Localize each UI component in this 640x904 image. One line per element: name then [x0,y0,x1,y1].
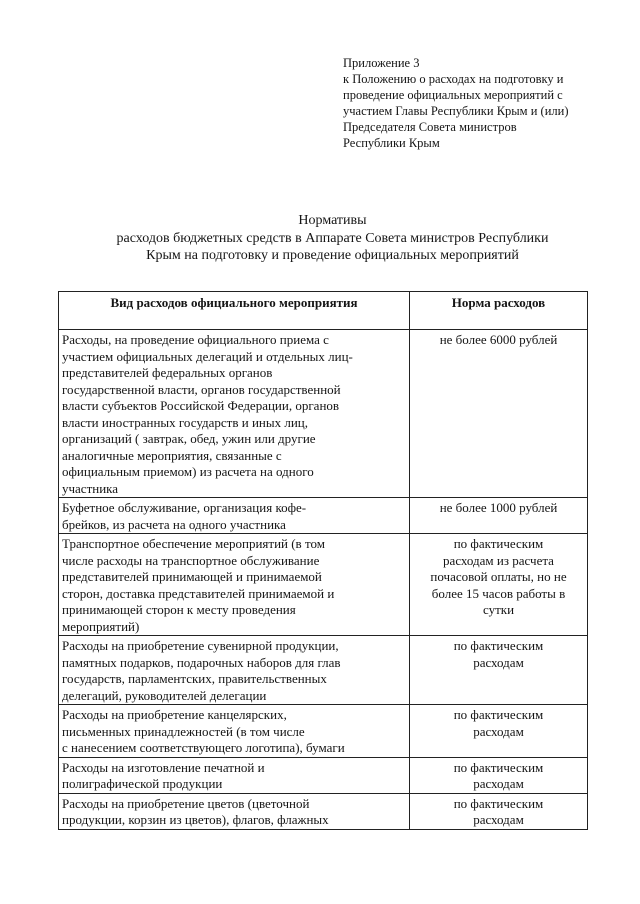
appendix-line: Приложение 3 [343,56,420,70]
cell-line: числе расходы на транспортное обслуживание [62,552,320,568]
expense-norm-cell [410,636,588,705]
cell-line: Расходы на приобретение цветов (цветочной [62,795,310,811]
table-row [59,636,588,705]
cell-line: власти субъектов Российской Федерации, органов [62,398,340,413]
title-line: расходов бюджетных средств в Аппарате Совета министров Республики [116,230,549,246]
cell-line: Расходы на приобретение сувенирной продукции, [62,638,339,653]
cell-line: по фактическим [453,707,544,722]
cell-line: памятных подарков, подарочных наборов для глав [62,654,341,670]
expense-norm-cell [410,757,588,793]
cell-line: расходам [473,776,524,791]
table-header-row [59,292,588,330]
cell-line: расходам [473,654,524,670]
cell-line: Буфетное обслуживание, организация кофе- [62,500,307,515]
expense-kind-cell [59,330,410,498]
cell-line: расходам [473,723,524,739]
table-row [59,757,588,793]
expense-kind-cell [59,705,410,758]
expense-kind-cell [59,793,410,829]
cell-line: государств, парламентских, правительственных [62,671,327,686]
expense-norm-cell [410,330,588,498]
expense-kind-cell [59,636,410,705]
title-line: Крым на подготовку и проведение официальных мероприятий [146,248,519,263]
expense-norm-cell [410,498,588,534]
document-title [40,212,625,265]
appendix-line: Республики Крым [343,136,440,150]
cell-line: более 15 часов работы в [431,585,566,601]
table-row [59,705,588,758]
cell-line: Транспортное обеспечение мероприятий (в том [62,536,325,551]
appendix-note [343,55,628,151]
cell-line: государственной власти, органов государственной [62,381,341,397]
cell-line: Расходы на приобретение канцелярских, [62,707,287,722]
cell-line: организаций ( завтрак, обед, ужин или другие [62,431,316,446]
cell-line: по фактическим [453,638,544,653]
expense-norm-cell [410,793,588,829]
cell-line: брейков, из расчета на одного участника [62,516,286,532]
cell-line: Расходы на изготовление печатной и [62,759,265,775]
table-body [59,330,588,830]
cell-line: письменных принадлежностей (в том числе [62,723,305,739]
cell-line: делегаций, руководителей делегации [62,687,267,703]
appendix-line: участием Главы Республики Крым и (или) [343,104,569,118]
expense-kind-cell [59,757,410,793]
table-row [59,330,588,498]
cell-line: расходам из расчета [443,552,554,568]
cell-line: расходам [473,812,524,827]
table-row [59,534,588,636]
appendix-line: Председателя Совета министров [343,120,517,134]
cell-line: Расходы, на проведение официального приема с [62,332,329,347]
title-heading: Нормативы [298,213,367,228]
cell-line: полиграфической продукции [62,776,223,791]
header-kind: Вид расходов официального мероприятия [59,292,410,330]
cell-line: по фактическим [453,536,544,551]
header-norm: Норма расходов [410,292,588,330]
cell-line: по фактическим [453,759,544,775]
cell-line: сутки [482,602,515,617]
cell-line: власти иностранных государств и иных лиц, [62,414,308,430]
appendix-line: проведение официальных мероприятий с [343,88,563,102]
cell-line: с нанесением соответствующего логотипа), бумаги [62,740,345,755]
cell-line: представителей принимающей и принимаемой [62,569,322,584]
table-row [59,793,588,829]
cell-line: представителей федеральных органов [62,365,273,380]
cell-line: официальным приемом) из расчета на одного [62,464,314,479]
cell-line: принимающей сторон к месту проведения [62,602,296,617]
expense-kind-cell [59,534,410,636]
expense-norm-cell [410,534,588,636]
cell-line: не более 6000 рублей [439,332,558,347]
cell-line: аналогичные мероприятия, связанные с [62,447,282,463]
cell-line: сторон, доставка представителей принимаемой и [62,585,335,601]
norms-table [58,291,588,830]
expense-kind-cell [59,498,410,534]
cell-line: участием официальных делегаций и отдельных лиц- [62,348,353,364]
cell-line: по фактическим [453,795,544,811]
appendix-line: к Положению о расходах на подготовку и [343,72,564,86]
cell-line: мероприятий) [62,618,140,634]
cell-line: не более 1000 рублей [439,500,558,515]
table-row [59,498,588,534]
expense-norm-cell [410,705,588,758]
cell-line: почасовой оплаты, но не [430,569,567,584]
cell-line: участника [62,480,119,496]
cell-line: продукции, корзин из цветов), флагов, флажных [62,812,329,827]
